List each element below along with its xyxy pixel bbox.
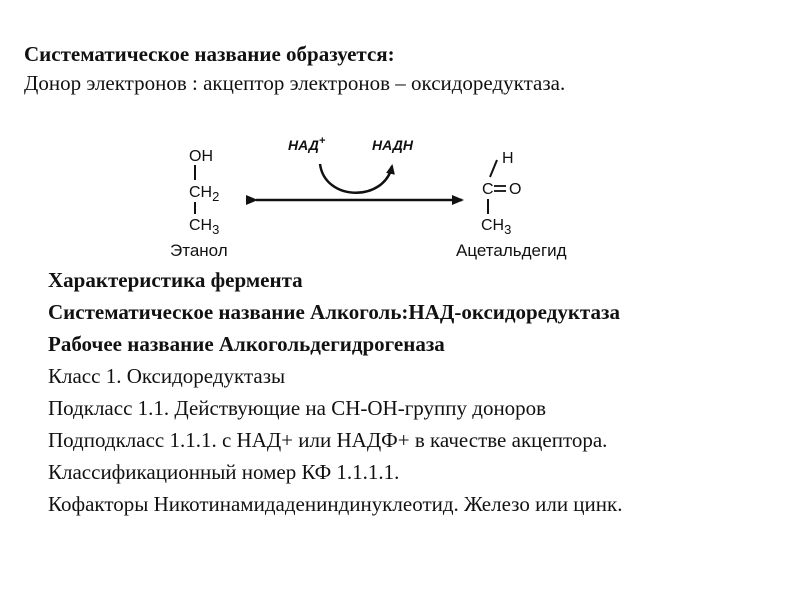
enzyme-characteristics bbox=[48, 264, 768, 520]
enzyme-class: Класс 1. Оксидоредуктазы bbox=[48, 364, 286, 388]
heading-subtitle: Донор электронов : акцептор электронов – оксидоредуктаза. bbox=[24, 71, 566, 95]
cofactor-nad: НАД+ bbox=[288, 135, 326, 153]
acetaldehyde-ch3: $CH_3$ bbox=[481, 217, 512, 237]
heading-title: Систематическое название образуется: bbox=[24, 42, 395, 66]
reaction-scheme bbox=[0, 130, 800, 270]
acetaldehyde-structure bbox=[481, 150, 521, 237]
ethanol-oh: OH bbox=[189, 148, 213, 165]
cofactor-curve-arrow bbox=[320, 164, 392, 193]
enzyme-title: Характеристика фермента bbox=[48, 268, 303, 292]
acetaldehyde-c: C bbox=[482, 181, 494, 198]
reaction-diagram bbox=[0, 130, 800, 270]
acetaldehyde-h: H bbox=[502, 150, 514, 167]
heading-block bbox=[24, 40, 784, 98]
ethanol-structure bbox=[189, 148, 219, 237]
acetaldehyde-o: O bbox=[509, 181, 522, 198]
bond-line bbox=[490, 160, 497, 177]
acetaldehyde-label: Ацетальдегид bbox=[456, 241, 567, 260]
enzyme-subsubclass: Подподкласс 1.1.1. с НАД+ или НАДФ+ в качестве акцептора. Классификационный номер КФ 1.1.1.1. bbox=[48, 428, 608, 484]
ethanol-ch2: $CH_2$ bbox=[189, 184, 220, 204]
ethanol-label: Этанол bbox=[170, 241, 228, 260]
enzyme-cofactors: Кофакторы Никотинамидадениндинуклеотид. Железо или цинк. bbox=[48, 492, 623, 516]
cofactor-nadh: НАДН bbox=[372, 137, 413, 153]
enzyme-working-name: Рабочее название Алкогольдегидрогеназа bbox=[48, 332, 445, 356]
enzyme-subclass: Подкласс 1.1. Действующие на CH-OH-группу доноров bbox=[48, 396, 547, 420]
ethanol-ch3: $CH_3$ bbox=[189, 217, 220, 237]
enzyme-systematic-name: Систематическое название Алкоголь:НАД-оксидоредуктаза bbox=[48, 300, 620, 324]
